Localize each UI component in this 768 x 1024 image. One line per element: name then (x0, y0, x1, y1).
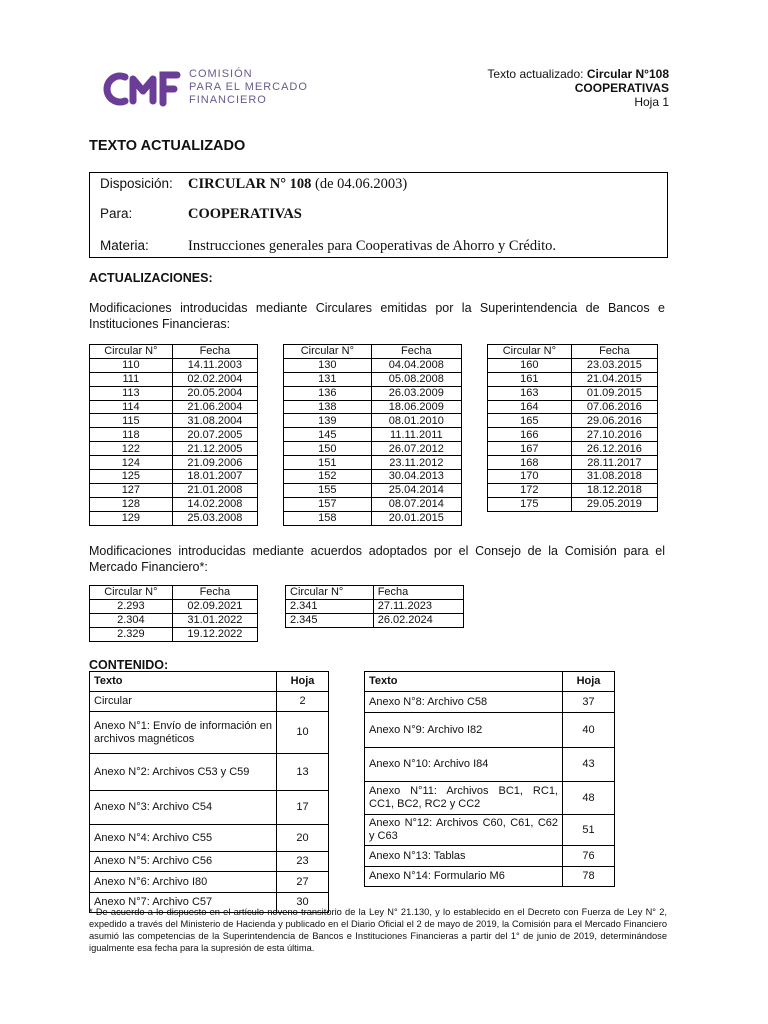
sbif-circulars-table-2 (283, 344, 462, 526)
table-row (90, 627, 258, 641)
cmf-logo-mark-icon (103, 69, 181, 107)
cmf-agreements-table-2 (285, 585, 464, 628)
table-row (90, 791, 329, 825)
table-header-row (488, 345, 658, 359)
content-sheet: 23 (277, 852, 329, 872)
table-row (365, 815, 615, 846)
table-row (284, 400, 462, 414)
table-row (90, 599, 258, 613)
content-text: Circular (90, 692, 277, 712)
table-header-row (90, 345, 258, 359)
circular-date: 26.12.2016 (571, 442, 657, 456)
table-header-row (365, 672, 615, 692)
table-row (488, 414, 658, 428)
circular-number: 150 (284, 442, 372, 456)
circular-number: 2.293 (90, 599, 173, 613)
table-row (488, 428, 658, 442)
content-text: Anexo N°7: Archivo C57 (90, 893, 277, 913)
table-row (286, 599, 464, 613)
circular-date: 02.09.2021 (172, 599, 257, 613)
content-text: Anexo N°12: Archivos C60, C61, C62 y C63 (365, 815, 563, 846)
header-entity: COOPERATIVAS (574, 81, 669, 95)
circular-date: 05.08.2008 (371, 372, 461, 386)
sbif-circulars-table-1 (89, 344, 258, 526)
table-row (365, 713, 615, 748)
col-header-fecha: Fecha (571, 345, 657, 359)
col-header-fecha: Fecha (172, 345, 257, 359)
content-sheet: 51 (563, 815, 615, 846)
circular-date: 20.01.2015 (371, 511, 461, 525)
col-header-texto: Texto (365, 672, 563, 692)
circular-date: 23.11.2012 (371, 456, 461, 470)
circular-date: 26.02.2024 (373, 613, 463, 627)
sbif-circulars-table-3 (487, 344, 658, 512)
content-sheet: 78 (563, 867, 615, 887)
disposition-row (100, 176, 407, 193)
content-text: Anexo N°14: Formulario M6 (365, 867, 563, 887)
cmf-agreements-table-1 (89, 585, 258, 642)
table-row (365, 867, 615, 887)
circular-date: 23.03.2015 (571, 358, 657, 372)
cmf-logo (103, 68, 308, 107)
circular-number: 152 (284, 470, 372, 484)
table-row (284, 470, 462, 484)
col-header-circular: Circular N° (286, 586, 374, 600)
circular-number: 161 (488, 372, 572, 386)
updates-intro-cmf: Modificaciones introducidas mediante acuerdos adoptados por el Consejo de la Comisión para el Mercado Financiero*: (89, 544, 665, 574)
table-row (90, 483, 258, 497)
updates-heading: ACTUALIZACIONES: (89, 271, 213, 285)
table-row (90, 852, 329, 872)
circular-number: 163 (488, 386, 572, 400)
table-row (90, 400, 258, 414)
table-row (284, 372, 462, 386)
circular-date: 21.06.2004 (172, 400, 257, 414)
table-row (90, 754, 329, 791)
circular-date: 14.02.2008 (172, 497, 257, 511)
circular-date: 28.11.2017 (571, 456, 657, 470)
footnote: * De acuerdo a lo dispuesto en el artículo noveno transitorio de la Ley N° 21.130, y lo establecido en el Decreto con Fuerza de Ley N° 2, expedido a través del Ministerio de Hacienda y publicado en el Diario Oficial el 2 de mayo de 2019, la Comisión para el Mercado Financiero asumió las competencias de la Superintendencia de Bancos e Instituciones Financieras a partir del 1° de junio de 2019, determinándose igualmente esa fecha para la supresión de esta última. (89, 907, 667, 953)
table-row (90, 470, 258, 484)
circular-date: 27.11.2023 (373, 599, 463, 613)
materia-label: Materia: (100, 238, 149, 253)
circular-date: 21.01.2008 (172, 483, 257, 497)
content-sheet: 27 (277, 872, 329, 893)
col-header-texto: Texto (90, 672, 277, 692)
circular-number: 167 (488, 442, 572, 456)
circular-number: 170 (488, 470, 572, 484)
circular-number: 164 (488, 400, 572, 414)
content-text: Anexo N°1: Envío de información en archivos magnéticos (90, 712, 277, 754)
table-row (90, 692, 329, 712)
circular-date: 18.01.2007 (172, 470, 257, 484)
table-row (284, 497, 462, 511)
col-header-hoja: Hoja (563, 672, 615, 692)
table-row (488, 400, 658, 414)
content-text: Anexo N°13: Tablas (365, 846, 563, 867)
content-sheet: 17 (277, 791, 329, 825)
page-header (487, 67, 669, 109)
circular-number: 125 (90, 470, 173, 484)
content-sheet: 10 (277, 712, 329, 754)
circular-number: 136 (284, 386, 372, 400)
table-row (90, 428, 258, 442)
para-value: COOPERATIVAS (188, 206, 302, 222)
circular-number: 115 (90, 414, 173, 428)
table-row (90, 511, 258, 525)
circular-date: 19.12.2022 (172, 627, 257, 641)
table-row (365, 782, 615, 815)
circular-date: 27.10.2016 (571, 428, 657, 442)
circular-number: 111 (90, 372, 173, 386)
circular-number: 145 (284, 428, 372, 442)
table-header-row (90, 672, 329, 692)
content-text: Anexo N°11: Archivos BC1, RC1, CC1, BC2, RC2 y CC2 (365, 782, 563, 815)
table-row (488, 442, 658, 456)
circular-date: 26.03.2009 (371, 386, 461, 400)
circular-date: 30.04.2013 (371, 470, 461, 484)
col-header-circular: Circular N° (90, 345, 173, 359)
table-row (284, 456, 462, 470)
circular-date: 25.04.2014 (371, 483, 461, 497)
disposition-box (89, 172, 668, 258)
col-header-fecha: Fecha (371, 345, 461, 359)
table-row (90, 613, 258, 627)
logo-line-1: COMISIÓN (189, 68, 253, 80)
updates-intro-sbif: Modificaciones introducidas mediante Circulares emitidas por la Superintendencia de Bancos e Instituciones Financieras: (89, 301, 665, 331)
table-row (365, 692, 615, 713)
circular-date: 26.07.2012 (371, 442, 461, 456)
circular-number: 129 (90, 511, 173, 525)
circular-date: 08.01.2010 (371, 414, 461, 428)
circular-number: 128 (90, 497, 173, 511)
circular-date: 14.11.2003 (172, 358, 257, 372)
content-sheet: 37 (563, 692, 615, 713)
contents-table-right (364, 671, 615, 887)
col-header-circular: Circular N° (488, 345, 572, 359)
circular-date: 11.11.2011 (371, 428, 461, 442)
circular-date: 20.05.2004 (172, 386, 257, 400)
table-row (488, 386, 658, 400)
table-row (90, 825, 329, 852)
logo-line-2: PARA EL MERCADO (189, 81, 308, 93)
content-sheet: 48 (563, 782, 615, 815)
table-row (488, 456, 658, 470)
circular-date: 02.02.2004 (172, 372, 257, 386)
circular-number: 158 (284, 511, 372, 525)
table-row (284, 414, 462, 428)
circular-date: 18.12.2018 (571, 483, 657, 497)
table-row (488, 358, 658, 372)
content-text: Anexo N°5: Archivo C56 (90, 852, 277, 872)
circular-number: 122 (90, 442, 173, 456)
col-header-fecha: Fecha (373, 586, 463, 600)
contents-table-left (89, 671, 329, 913)
circular-number: 114 (90, 400, 173, 414)
table-row (90, 414, 258, 428)
circular-number: 124 (90, 456, 173, 470)
circular-number: 2.329 (90, 627, 173, 641)
content-text: Anexo N°4: Archivo C55 (90, 825, 277, 852)
circular-number: 2.345 (286, 613, 374, 627)
table-row (90, 497, 258, 511)
col-header-hoja: Hoja (277, 672, 329, 692)
table-row (488, 372, 658, 386)
table-row (284, 511, 462, 525)
circular-date: 25.03.2008 (172, 511, 257, 525)
table-header-row (286, 586, 464, 600)
page-title: TEXTO ACTUALIZADO (89, 138, 246, 154)
header-line-1 (487, 67, 669, 81)
content-sheet: 40 (563, 713, 615, 748)
table-row (284, 386, 462, 400)
circular-number: 110 (90, 358, 173, 372)
circular-number: 127 (90, 483, 173, 497)
content-text: Anexo N°6: Archivo I80 (90, 872, 277, 893)
circular-number: 160 (488, 358, 572, 372)
table-row (284, 428, 462, 442)
circular-number: 168 (488, 456, 572, 470)
materia-value: Instrucciones generales para Cooperativas de Ahorro y Crédito. (188, 238, 557, 254)
circular-date: 31.08.2004 (172, 414, 257, 428)
circular-number: 131 (284, 372, 372, 386)
circular-number: 165 (488, 414, 572, 428)
table-row (284, 442, 462, 456)
table-row (90, 456, 258, 470)
circular-date: 21.09.2006 (172, 456, 257, 470)
contents-heading: CONTENIDO: (89, 658, 169, 672)
circular-number: 155 (284, 483, 372, 497)
materia-row (100, 238, 556, 255)
content-text: Anexo N°8: Archivo C58 (365, 692, 563, 713)
circular-number: 157 (284, 497, 372, 511)
table-row (90, 386, 258, 400)
content-text: Anexo N°10: Archivo I84 (365, 748, 563, 782)
col-header-circular: Circular N° (90, 586, 173, 600)
circular-number: 113 (90, 386, 173, 400)
disposition-circular: CIRCULAR N° 108 (188, 176, 312, 192)
circular-date: 20.07.2005 (172, 428, 257, 442)
circular-number: 175 (488, 497, 572, 511)
circular-number: 139 (284, 414, 372, 428)
table-row (90, 442, 258, 456)
header-circular: Circular N°108 (586, 67, 669, 81)
content-sheet: 13 (277, 754, 329, 791)
table-row (90, 358, 258, 372)
col-header-circular: Circular N° (284, 345, 372, 359)
circular-date: 08.07.2014 (371, 497, 461, 511)
table-row (488, 483, 658, 497)
table-row (286, 613, 464, 627)
logo-line-3: FINANCIERO (189, 94, 267, 106)
table-row (90, 872, 329, 893)
circular-number: 172 (488, 483, 572, 497)
header-sheet: Hoja 1 (634, 95, 669, 109)
disposition-date: (de 04.06.2003) (311, 176, 408, 192)
table-row (365, 846, 615, 867)
content-text: Anexo N°9: Archivo I82 (365, 713, 563, 748)
circular-date: 21.12.2005 (172, 442, 257, 456)
content-sheet: 2 (277, 692, 329, 712)
header-prefix: Texto actualizado: (487, 67, 587, 81)
disposition-label: Disposición: (100, 176, 173, 191)
table-row (284, 358, 462, 372)
content-sheet: 30 (277, 893, 329, 913)
table-row (284, 483, 462, 497)
circular-number: 138 (284, 400, 372, 414)
circular-date: 21.04.2015 (571, 372, 657, 386)
content-sheet: 76 (563, 846, 615, 867)
table-header-row (284, 345, 462, 359)
content-sheet: 43 (563, 748, 615, 782)
circular-date: 01.09.2015 (571, 386, 657, 400)
content-sheet: 20 (277, 825, 329, 852)
table-row (90, 712, 329, 754)
table-row (365, 748, 615, 782)
table-row (488, 497, 658, 511)
para-row (100, 206, 302, 223)
circular-date: 31.08.2018 (571, 470, 657, 484)
circular-number: 130 (284, 358, 372, 372)
circular-date: 29.06.2016 (571, 414, 657, 428)
circular-date: 07.06.2016 (571, 400, 657, 414)
logo-wordmark (189, 68, 308, 107)
circular-number: 166 (488, 428, 572, 442)
circular-number: 118 (90, 428, 173, 442)
col-header-fecha: Fecha (172, 586, 257, 600)
content-text: Anexo N°2: Archivos C53 y C59 (90, 754, 277, 791)
para-label: Para: (100, 206, 133, 221)
circular-date: 04.04.2008 (371, 358, 461, 372)
circular-date: 31.01.2022 (172, 613, 257, 627)
table-row (90, 372, 258, 386)
table-header-row (90, 586, 258, 600)
circular-number: 2.341 (286, 599, 374, 613)
circular-date: 29.05.2019 (571, 497, 657, 511)
circular-date: 18.06.2009 (371, 400, 461, 414)
table-row (488, 470, 658, 484)
content-text: Anexo N°3: Archivo C54 (90, 791, 277, 825)
circular-number: 151 (284, 456, 372, 470)
circular-number: 2.304 (90, 613, 173, 627)
